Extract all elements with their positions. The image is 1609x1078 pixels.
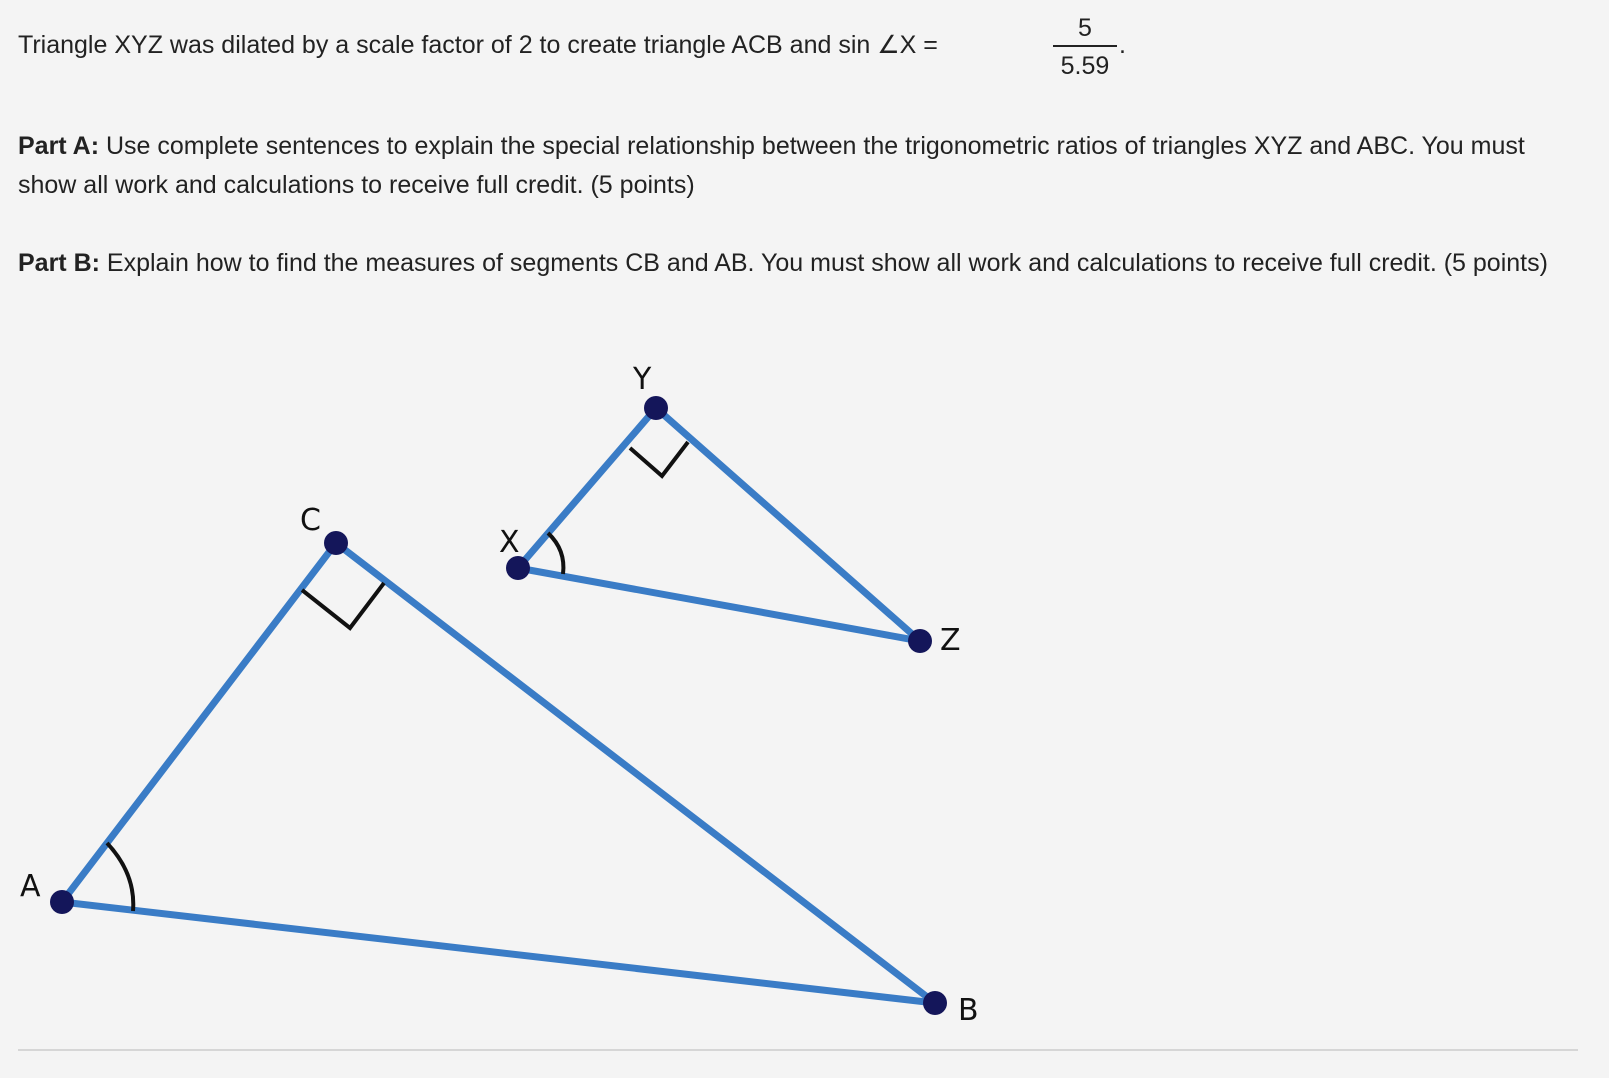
point-c — [324, 531, 348, 555]
label-y: Y — [633, 362, 652, 397]
right-angle-mark-c — [302, 583, 384, 628]
label-a: A — [20, 869, 41, 904]
fraction-bar — [1053, 45, 1117, 47]
right-angle-mark-y — [630, 442, 688, 476]
stem-end: . — [1119, 31, 1126, 59]
segment-xy — [518, 408, 656, 568]
segment-yz — [656, 408, 920, 641]
stem-text: Triangle XYZ was dilated by a scale factor of 2 to create triangle ACB and sin ∠X = — [18, 31, 938, 59]
point-y — [644, 396, 668, 420]
sine-fraction — [1053, 13, 1117, 81]
label-x: X — [499, 525, 520, 560]
triangle-acb — [62, 543, 935, 1003]
segment-ab — [62, 902, 935, 1003]
angle-arc-x — [548, 533, 563, 574]
part-b-text: Explain how to find the measures of segments CB and AB. You must show all work and calculations to receive full credit. (5 points) — [99, 249, 1548, 277]
label-b: B — [958, 993, 979, 1028]
triangles-diagram — [0, 340, 1609, 1078]
label-z: Z — [940, 623, 961, 658]
point-z — [908, 629, 932, 653]
label-c: C — [300, 503, 321, 538]
point-a — [50, 890, 74, 914]
triangle-figure — [0, 340, 1609, 1078]
segment-ac — [62, 543, 336, 902]
segment-cb — [336, 543, 935, 1003]
divider — [18, 1049, 1578, 1051]
part-b — [18, 244, 1578, 283]
fraction-numerator: 5 — [1078, 14, 1092, 42]
point-b — [923, 991, 947, 1015]
segment-xz — [518, 568, 920, 641]
part-a-text: Use complete sentences to explain the special relationship between the trigonometric ratios of triangles XYZ and ABC. You must show all work and calculations to receive full credit. (5 points) — [18, 132, 1525, 199]
part-a-label: Part A: — [18, 132, 100, 160]
points — [50, 396, 947, 1015]
part-b-label: Part B: — [18, 249, 100, 277]
fraction-denominator: 5.59 — [1060, 52, 1110, 80]
triangle-xyz — [518, 408, 920, 641]
part-a — [18, 127, 1578, 205]
angle-arc-a — [107, 843, 133, 911]
